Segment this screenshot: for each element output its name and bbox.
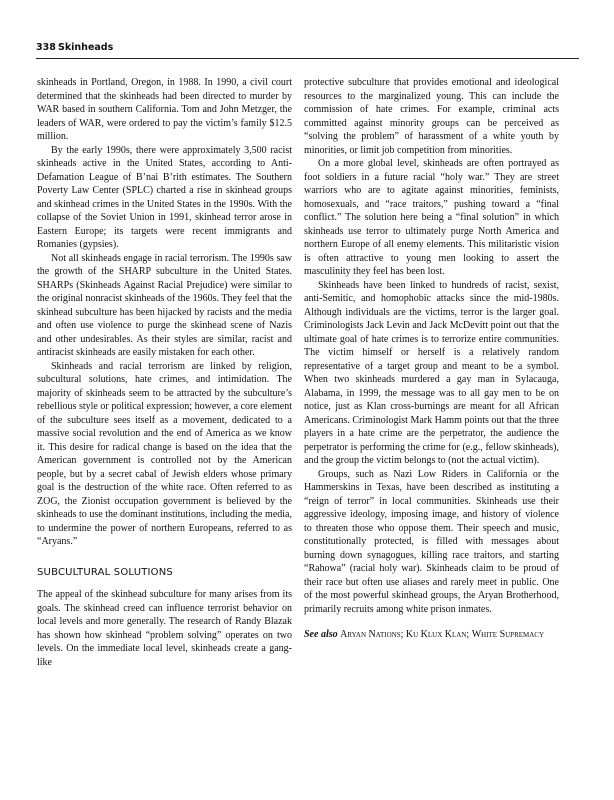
see-also-label: See also bbox=[304, 629, 338, 640]
paragraph: protective subculture that provides emotional and ideological resources to the marginalized young. This can include the commission of hate crimes. For example, criminal acts committed against minority groups can be perceived as “solving the problem” of harassment of a white youth by minorities, or limit job competition from minorities. bbox=[304, 77, 559, 156]
left-column bbox=[37, 76, 292, 669]
paragraph: Groups, such as Nazi Low Riders in California or the Hammerskins in Texas, have been described as instituting a “reign of terror” in local communities. Skinheads use their aggressive ideology, imposing image, and history of violence to threaten those who oppose them. Their speech and music, constitutionally protected, is filled with messages about burning down synagogues, killing race traitors, and starting “Rahowa” (racial holy war). Skinheads claim to be proud of their race but often use aliases and rarely meet in public. One of the most powerful skinhead groups, the Aryan Brotherhood, primarily recruits among white prison inmates. bbox=[304, 468, 559, 615]
paragraph: By the early 1990s, there were approximately 3,500 racist skinheads active in the United States, according to Anti-Defamation League of B’nai B’rith estimates. The Southern Poverty Law Center (SPLC) charted a rise in skinhead groups and skinhead crimes in the United States in the 1990s. With the collapse of the Soviet Union in 1991, skinhead terror arose in Eastern Europe; its targets were recent immigrants and Romanies (gypsies). bbox=[37, 144, 292, 250]
running-head bbox=[36, 42, 576, 56]
paragraph: The appeal of the skinhead subculture for many arises from its goals. The skinhead creed can influence terrorist behavior on local levels and more generally. The research of Randy Blazak has shown how skinhead “problem solving” operates on two levels. On the immediate local level, skinheads create a gang-like bbox=[37, 589, 292, 668]
paragraph: On a more global level, skinheads are often portrayed as foot soldiers in a future racial “holy war.” They are street warriors who are to agitate against minorities, feminists, homosexuals, and “race traitors,” pushing toward a “final conflict.” The solution here being a “final solution” in which skinheads use terror to ultimately purge North America and northern Europe of all enemy elements. This militaristic vision is often attractive to young men looking to assert the masculinity they feel has been lost. bbox=[304, 158, 559, 277]
see-also: See also Aryan Nations; Ku Klux Klan; White Supremacy bbox=[304, 629, 545, 640]
cross-reference-link[interactable]: White Supremacy bbox=[471, 629, 545, 640]
page-number: 338 bbox=[36, 42, 56, 53]
paragraph: Skinheads and racial terrorism are linked by religion, subcultural solutions, hate crimes, and intimidation. The majority of skinheads seem to be attracted by the subculture’s rebellious style or political expression; however, a core element of the subculture sees itself as a movement, dedicated to a massive social revolution and the end of America as we know it. This desire for radical change is based on the idea that the American government is controlled not by the American people, but by a secret cabal of Jewish elders whose primary goal is the destruction of the white race. Often referred to as ZOG, the Zionist occupation government is believed by the skinheads to use the dominant institutions, including the media, to undermine the power of northern Europeans, referred to as “Aryans.” bbox=[37, 360, 292, 547]
running-title: Skinheads bbox=[58, 42, 114, 53]
paragraph: Not all skinheads engage in racial terrorism. The 1990s saw the growth of the SHARP subculture in the United States. SHARPs (Skinheads Against Racial Prejudice) were similar to the original nonracist skinheads of the 1960s. They feel that the skinhead subculture has been hijacked by racists and the media and often use violence to purge the skinhead scene of Nazis and other undesirables. As their styles are similar, racist and antiracist skinheads are easily mistaken for each other. bbox=[37, 252, 292, 358]
paragraph: Skinheads have been linked to hundreds of racist, sexist, anti-Semitic, and homophobic attacks since the mid-1980s. Although individuals are the victims, terror is the larger goal. Criminologists Jack Levin and Jack McDevitt point out that the ultimate goal of hate crimes is to terrorize entire communities. The victim himself or herself is a relatively random representative of a target group and meant to be a symbol. When two skinheads murdered a gay man in Sylacauga, Alabama, in 1999, the message was to all gay men to be on notice, just as Klan cross-burnings are meant for all African Americans. Criminologist Mark Hamm points out that the three players in a hate crime are the perpetrator, the audience the perpetrator is performing the crime for (e.g., fellow skinheads), and the group the victim belongs to (not the actual victim). bbox=[304, 279, 559, 466]
header-rule bbox=[36, 58, 579, 59]
right-column bbox=[304, 76, 559, 642]
cross-reference-link[interactable]: Aryan Nations bbox=[340, 629, 401, 640]
section-heading: SUBCULTURAL SOLUTIONS bbox=[37, 566, 173, 578]
paragraph: skinheads in Portland, Oregon, in 1988. In 1990, a civil court determined that the skinheads had been directed to murder by WAR based in southern California. Tom and John Metzger, the leaders of WAR, were ordered to pay the victim’s family $12.5 million. bbox=[37, 77, 292, 142]
cross-reference-link[interactable]: Ku Klux Klan bbox=[405, 629, 467, 640]
